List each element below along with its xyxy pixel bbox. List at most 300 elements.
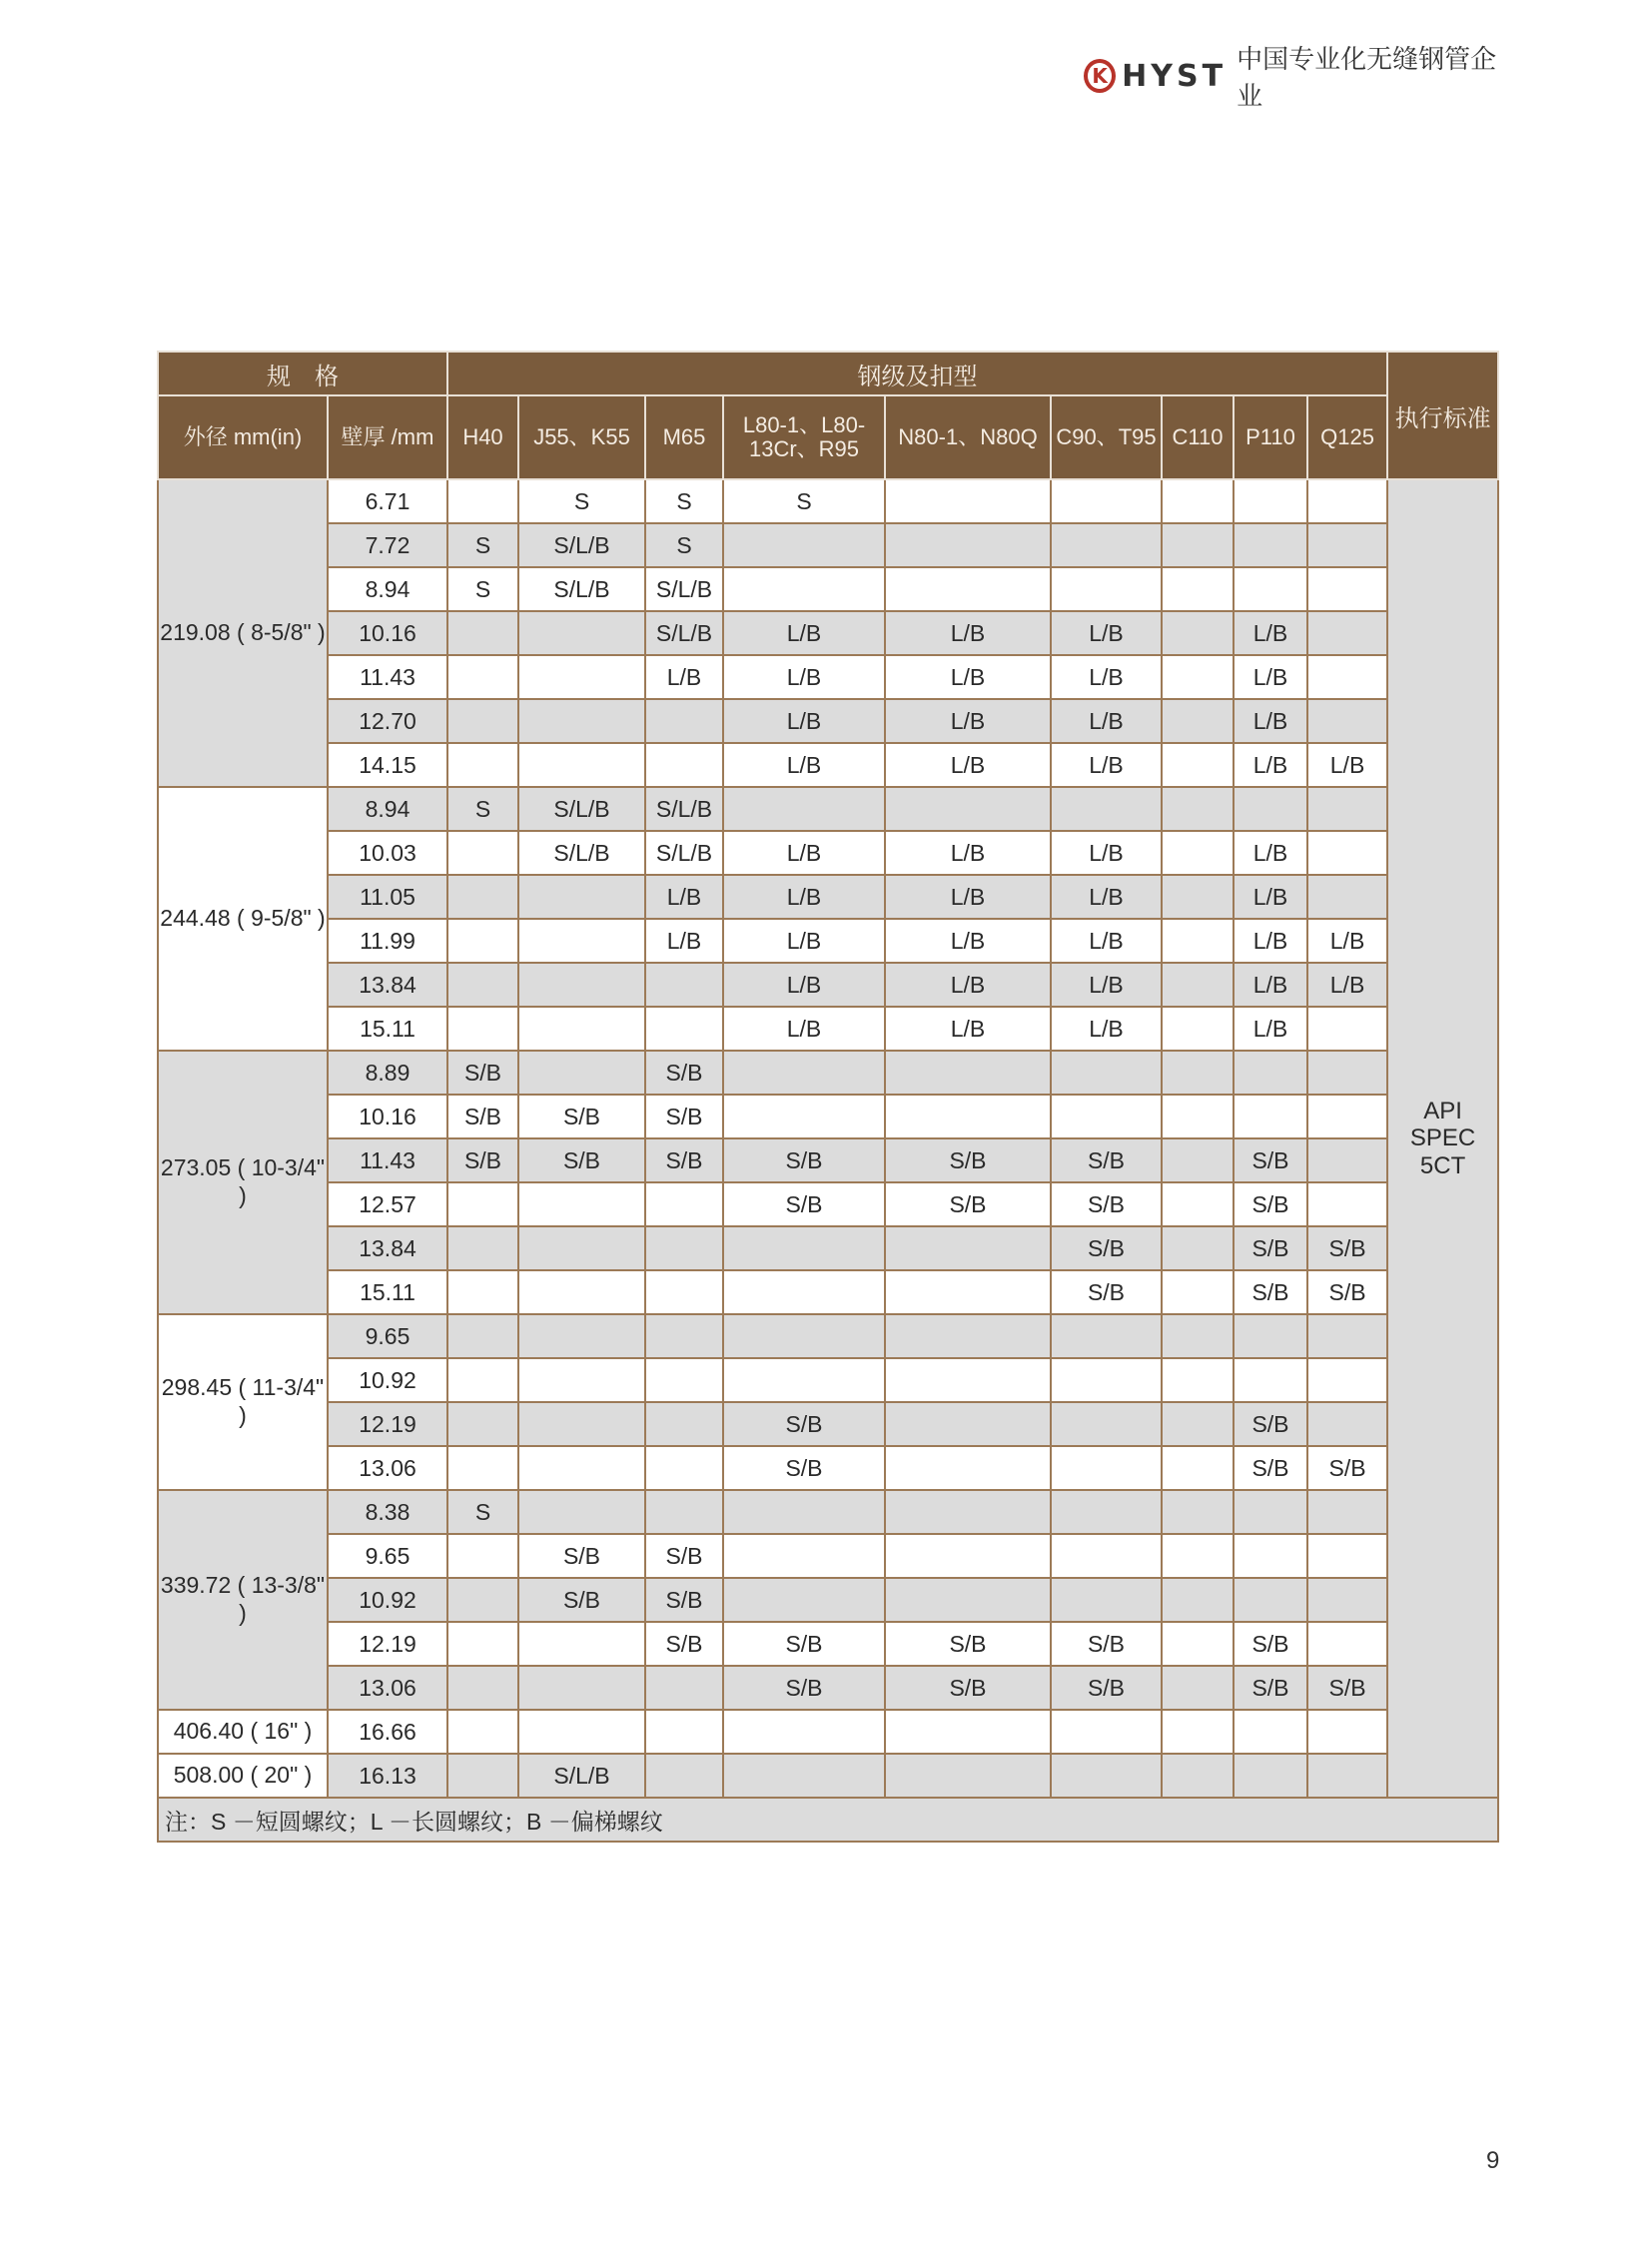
thread-type-cell	[1234, 567, 1307, 611]
thread-type-cell	[1307, 1754, 1387, 1798]
thread-type-cell: S/L/B	[518, 523, 645, 567]
thread-type-cell	[885, 1314, 1051, 1358]
thread-type-cell	[645, 1314, 723, 1358]
wall-thickness-cell: 10.03	[328, 831, 447, 875]
thread-type-cell: S/B	[518, 1095, 645, 1138]
thread-type-cell: S	[447, 787, 518, 831]
thread-type-cell: S/B	[518, 1138, 645, 1182]
header-standard: 执行标准	[1387, 352, 1498, 479]
wall-thickness-cell: 8.94	[328, 567, 447, 611]
thread-type-cell	[1307, 611, 1387, 655]
thread-type-cell: L/B	[1051, 919, 1162, 963]
thread-type-cell	[645, 1270, 723, 1314]
table-row	[158, 743, 1498, 787]
thread-type-cell: S/B	[447, 1138, 518, 1182]
thread-type-cell: S/B	[1234, 1270, 1307, 1314]
wall-thickness-cell: 9.65	[328, 1534, 447, 1578]
thread-type-cell	[645, 1710, 723, 1754]
thread-type-cell: L/B	[645, 875, 723, 919]
thread-type-cell	[518, 655, 645, 699]
thread-type-cell	[885, 1754, 1051, 1798]
table-row	[158, 523, 1498, 567]
thread-type-cell: S	[645, 479, 723, 523]
thread-type-cell: L/B	[1307, 963, 1387, 1007]
thread-type-cell	[518, 1314, 645, 1358]
thread-type-cell: L/B	[1051, 699, 1162, 743]
thread-type-cell	[1234, 1358, 1307, 1402]
thread-type-cell	[1051, 1490, 1162, 1534]
thread-type-cell	[723, 1578, 885, 1622]
table-row	[158, 1490, 1498, 1534]
thread-type-cell	[1162, 963, 1234, 1007]
thread-type-cell	[645, 1754, 723, 1798]
thread-type-cell	[518, 1270, 645, 1314]
thread-type-cell	[885, 479, 1051, 523]
thread-type-cell	[1162, 919, 1234, 963]
thread-type-cell	[723, 1490, 885, 1534]
wall-thickness-cell: 6.71	[328, 479, 447, 523]
thread-type-cell	[1234, 1095, 1307, 1138]
thread-type-cell	[1162, 743, 1234, 787]
thread-type-cell	[1051, 1051, 1162, 1095]
thread-type-cell	[1234, 1534, 1307, 1578]
thread-type-cell	[1162, 1534, 1234, 1578]
header-grade-col: H40	[447, 395, 518, 479]
thread-type-cell	[723, 1754, 885, 1798]
thread-type-cell: L/B	[1051, 963, 1162, 1007]
thread-type-cell	[1307, 1007, 1387, 1051]
thread-type-cell	[518, 1402, 645, 1446]
table-row	[158, 1534, 1498, 1578]
thread-type-cell: L/B	[1051, 831, 1162, 875]
thread-type-cell	[1162, 1358, 1234, 1402]
thread-type-cell: S/B	[645, 1051, 723, 1095]
thread-type-cell: L/B	[1234, 919, 1307, 963]
wall-thickness-cell: 8.38	[328, 1490, 447, 1534]
thread-type-cell: S/B	[1051, 1270, 1162, 1314]
thread-type-cell	[447, 699, 518, 743]
thread-type-cell: S	[518, 479, 645, 523]
thread-type-cell	[885, 1578, 1051, 1622]
thread-type-cell: S/L/B	[645, 787, 723, 831]
table-row	[158, 655, 1498, 699]
wall-thickness-cell: 8.94	[328, 787, 447, 831]
thread-type-cell	[447, 1270, 518, 1314]
thread-type-cell	[885, 1490, 1051, 1534]
thread-type-cell	[447, 831, 518, 875]
thread-type-cell	[645, 1358, 723, 1402]
brand-name: HYST	[1122, 58, 1228, 94]
thread-type-cell	[447, 1710, 518, 1754]
outer-diameter-cell: 273.05 ( 10-3/4" )	[158, 1051, 328, 1314]
thread-type-cell	[645, 699, 723, 743]
thread-type-cell	[518, 875, 645, 919]
thread-type-cell: S	[723, 479, 885, 523]
wall-thickness-cell: 11.99	[328, 919, 447, 963]
thread-type-cell: S/B	[1051, 1138, 1162, 1182]
thread-type-cell	[447, 1182, 518, 1226]
thread-type-cell	[1051, 567, 1162, 611]
thread-type-cell	[518, 1666, 645, 1710]
thread-type-cell: L/B	[885, 699, 1051, 743]
header-spec: 规 格	[158, 352, 447, 395]
thread-type-cell	[1162, 1138, 1234, 1182]
thread-type-cell: S/B	[447, 1095, 518, 1138]
thread-type-cell: L/B	[885, 1007, 1051, 1051]
thread-type-cell	[1162, 611, 1234, 655]
thread-type-cell: L/B	[723, 963, 885, 1007]
thread-type-cell	[723, 1314, 885, 1358]
thread-type-cell: L/B	[723, 875, 885, 919]
thread-type-cell	[1307, 1138, 1387, 1182]
thread-type-cell	[518, 1358, 645, 1402]
table-row	[158, 1446, 1498, 1490]
thread-type-cell	[645, 1666, 723, 1710]
thread-type-cell	[1162, 1710, 1234, 1754]
header-grade-col: P110	[1234, 395, 1307, 479]
thread-type-cell	[885, 1402, 1051, 1446]
thread-type-cell: L/B	[1234, 743, 1307, 787]
thread-type-cell	[723, 1095, 885, 1138]
thread-type-cell: S/B	[885, 1138, 1051, 1182]
header-grade-col: J55、K55	[518, 395, 645, 479]
thread-type-cell	[1162, 1095, 1234, 1138]
thread-type-cell	[1234, 479, 1307, 523]
thread-type-cell	[1307, 1578, 1387, 1622]
thread-type-cell	[1307, 479, 1387, 523]
thread-type-cell	[518, 1710, 645, 1754]
thread-type-cell	[1307, 875, 1387, 919]
thread-type-cell	[1307, 787, 1387, 831]
thread-type-cell: L/B	[723, 743, 885, 787]
thread-type-cell	[1051, 479, 1162, 523]
thread-type-cell	[447, 1578, 518, 1622]
thread-type-cell	[645, 743, 723, 787]
thread-type-cell: S/B	[885, 1666, 1051, 1710]
thread-type-cell	[447, 1446, 518, 1490]
thread-type-cell: L/B	[723, 831, 885, 875]
thread-type-cell	[723, 1358, 885, 1402]
thread-type-cell	[518, 919, 645, 963]
thread-type-cell	[1162, 875, 1234, 919]
table-row	[158, 1270, 1498, 1314]
thread-type-cell: S	[447, 567, 518, 611]
thread-type-cell: L/B	[723, 611, 885, 655]
thread-type-cell: S/B	[645, 1578, 723, 1622]
thread-type-cell	[885, 523, 1051, 567]
thread-type-cell: S/B	[1234, 1622, 1307, 1666]
outer-diameter-cell: 244.48 ( 9-5/8" )	[158, 787, 328, 1051]
thread-type-cell: S/B	[1234, 1182, 1307, 1226]
thread-type-cell: S/B	[447, 1051, 518, 1095]
table-row	[158, 1182, 1498, 1226]
wall-thickness-cell: 16.66	[328, 1710, 447, 1754]
header-grade: 钢级及扣型	[447, 352, 1387, 395]
thread-type-cell: L/B	[723, 699, 885, 743]
thread-type-cell	[1307, 523, 1387, 567]
thread-type-cell: S/B	[1051, 1622, 1162, 1666]
thread-type-cell: L/B	[1051, 743, 1162, 787]
thread-type-cell	[1162, 1051, 1234, 1095]
thread-type-cell	[1162, 1270, 1234, 1314]
thread-type-cell	[1234, 1314, 1307, 1358]
thread-type-cell	[1307, 831, 1387, 875]
thread-type-cell	[447, 1402, 518, 1446]
thread-type-cell	[447, 611, 518, 655]
thread-type-cell	[447, 875, 518, 919]
table-row	[158, 1754, 1498, 1798]
wall-thickness-cell: 10.92	[328, 1358, 447, 1402]
thread-type-cell: S/B	[645, 1095, 723, 1138]
thread-type-cell: L/B	[1307, 743, 1387, 787]
thread-type-cell: S/B	[723, 1402, 885, 1446]
thread-type-cell: L/B	[885, 831, 1051, 875]
thread-type-cell: S/B	[518, 1534, 645, 1578]
thread-type-cell: L/B	[1051, 1007, 1162, 1051]
wall-thickness-cell: 11.43	[328, 1138, 447, 1182]
thread-type-cell	[447, 963, 518, 1007]
wall-thickness-cell: 9.65	[328, 1314, 447, 1358]
thread-type-cell	[1307, 1402, 1387, 1446]
thread-type-cell: S/B	[1234, 1138, 1307, 1182]
thread-type-cell	[1162, 1007, 1234, 1051]
thread-type-cell	[1307, 1622, 1387, 1666]
note-row	[158, 1798, 1498, 1842]
thread-type-cell	[447, 1358, 518, 1402]
thread-type-cell	[1234, 1051, 1307, 1095]
table-row	[158, 1051, 1498, 1095]
table-row	[158, 1622, 1498, 1666]
thread-type-cell: S/B	[723, 1622, 885, 1666]
thread-type-cell	[447, 1007, 518, 1051]
thread-type-cell	[1162, 523, 1234, 567]
thread-type-cell: S/B	[1307, 1666, 1387, 1710]
table-row	[158, 875, 1498, 919]
thread-type-cell: S/B	[1234, 1226, 1307, 1270]
table-row	[158, 479, 1498, 523]
header-grade-col: M65	[645, 395, 723, 479]
thread-type-cell	[1051, 1095, 1162, 1138]
thread-type-cell	[1051, 1578, 1162, 1622]
thread-type-cell: L/B	[723, 655, 885, 699]
thread-type-cell	[447, 1622, 518, 1666]
thread-type-cell	[885, 1270, 1051, 1314]
thread-type-cell: L/B	[723, 1007, 885, 1051]
header-grade-col: C90、T95	[1051, 395, 1162, 479]
thread-type-cell	[723, 567, 885, 611]
thread-type-cell	[447, 479, 518, 523]
thread-type-cell	[723, 1051, 885, 1095]
thread-type-cell	[1162, 1446, 1234, 1490]
thread-type-cell: S/B	[645, 1534, 723, 1578]
thread-type-cell	[1234, 523, 1307, 567]
thread-type-cell: S/B	[518, 1578, 645, 1622]
wall-thickness-cell: 12.19	[328, 1622, 447, 1666]
table-row	[158, 919, 1498, 963]
thread-type-cell: L/B	[1234, 875, 1307, 919]
thread-type-cell	[447, 1534, 518, 1578]
header-grade-col: L80-1、L80-13Cr、R95	[723, 395, 885, 479]
wall-thickness-cell: 11.05	[328, 875, 447, 919]
thread-type-cell: L/B	[885, 963, 1051, 1007]
header-grade-col: Q125	[1307, 395, 1387, 479]
standard-cell: API SPEC 5CT	[1387, 479, 1498, 1798]
thread-type-cell	[1051, 1314, 1162, 1358]
thread-type-cell	[885, 1446, 1051, 1490]
thread-type-cell: S/B	[1234, 1446, 1307, 1490]
thread-type-cell	[447, 1314, 518, 1358]
outer-diameter-cell: 508.00 ( 20" )	[158, 1754, 328, 1798]
thread-type-cell: S	[447, 1490, 518, 1534]
thread-type-cell	[723, 1270, 885, 1314]
thread-type-cell	[1162, 831, 1234, 875]
thread-type-cell: S/B	[645, 1138, 723, 1182]
thread-type-cell	[645, 1402, 723, 1446]
thread-type-cell	[645, 963, 723, 1007]
header-grade-col: N80-1、N80Q	[885, 395, 1051, 479]
table-row	[158, 787, 1498, 831]
thread-type-cell	[645, 1226, 723, 1270]
table-row	[158, 1226, 1498, 1270]
thread-type-cell: L/B	[885, 875, 1051, 919]
thread-type-cell	[1234, 1578, 1307, 1622]
thread-type-cell	[518, 743, 645, 787]
outer-diameter-cell: 298.45 ( 11-3/4" )	[158, 1314, 328, 1490]
thread-type-cell	[885, 1095, 1051, 1138]
wall-thickness-cell: 12.57	[328, 1182, 447, 1226]
thread-type-cell: S/L/B	[645, 831, 723, 875]
thread-type-cell	[885, 787, 1051, 831]
thread-type-cell: S/B	[1051, 1666, 1162, 1710]
thread-type-cell: L/B	[645, 919, 723, 963]
thread-type-cell	[1307, 1051, 1387, 1095]
thread-type-cell	[645, 1490, 723, 1534]
thread-type-cell	[1162, 1578, 1234, 1622]
thread-type-cell: S/L/B	[645, 611, 723, 655]
thread-type-cell	[518, 1007, 645, 1051]
table-row	[158, 699, 1498, 743]
thread-type-cell	[885, 1710, 1051, 1754]
thread-type-cell	[518, 1051, 645, 1095]
thread-type-cell: L/B	[1234, 963, 1307, 1007]
thread-type-cell	[723, 787, 885, 831]
table-row	[158, 1138, 1498, 1182]
thread-type-cell	[645, 1182, 723, 1226]
thread-type-cell: S/B	[723, 1446, 885, 1490]
thread-type-cell: L/B	[1234, 1007, 1307, 1051]
thread-type-cell: S/B	[723, 1138, 885, 1182]
wall-thickness-cell: 13.84	[328, 963, 447, 1007]
table-row	[158, 1007, 1498, 1051]
thread-type-cell: S/L/B	[518, 1754, 645, 1798]
table-row	[158, 611, 1498, 655]
thread-type-cell	[1307, 1358, 1387, 1402]
thread-type-cell	[1051, 1534, 1162, 1578]
thread-type-cell: S/B	[645, 1622, 723, 1666]
outer-diameter-cell: 219.08 ( 8-5/8" )	[158, 479, 328, 787]
thread-type-cell: S/B	[1051, 1226, 1162, 1270]
thread-type-cell	[1307, 1710, 1387, 1754]
thread-type-cell	[1307, 1095, 1387, 1138]
thread-type-cell	[1162, 1314, 1234, 1358]
casing-spec-table	[157, 351, 1499, 1843]
wall-thickness-cell: 15.11	[328, 1270, 447, 1314]
thread-type-cell: L/B	[1051, 875, 1162, 919]
wall-thickness-cell: 13.84	[328, 1226, 447, 1270]
thread-type-cell	[1162, 787, 1234, 831]
thread-type-cell	[447, 1754, 518, 1798]
thread-legend-note: 注：S －短圆螺纹；L －长圆螺纹；B －偏梯螺纹	[158, 1798, 1498, 1842]
table-row	[158, 1095, 1498, 1138]
thread-type-cell	[723, 1534, 885, 1578]
thread-type-cell: L/B	[1307, 919, 1387, 963]
thread-type-cell	[885, 1534, 1051, 1578]
thread-type-cell: S	[447, 523, 518, 567]
thread-type-cell	[1234, 1710, 1307, 1754]
thread-type-cell	[1051, 1358, 1162, 1402]
thread-type-cell	[518, 963, 645, 1007]
thread-type-cell	[885, 1051, 1051, 1095]
thread-type-cell: S/B	[723, 1182, 885, 1226]
thread-type-cell: L/B	[1234, 655, 1307, 699]
thread-type-cell	[518, 611, 645, 655]
table-row	[158, 1314, 1498, 1358]
wall-thickness-cell: 8.89	[328, 1051, 447, 1095]
brand-logo-icon: K	[1084, 59, 1116, 93]
thread-type-cell	[723, 1710, 885, 1754]
wall-thickness-cell: 16.13	[328, 1754, 447, 1798]
thread-type-cell	[1051, 787, 1162, 831]
wall-thickness-cell: 10.16	[328, 611, 447, 655]
header-od: 外径 mm(in)	[158, 395, 328, 479]
thread-type-cell: S/B	[885, 1182, 1051, 1226]
header-wt: 壁厚 /mm	[328, 395, 447, 479]
table-row	[158, 1666, 1498, 1710]
thread-type-cell	[1234, 1754, 1307, 1798]
wall-thickness-cell: 12.70	[328, 699, 447, 743]
wall-thickness-cell: 11.43	[328, 655, 447, 699]
thread-type-cell: S/B	[1307, 1270, 1387, 1314]
thread-type-cell	[518, 699, 645, 743]
thread-type-cell: L/B	[645, 655, 723, 699]
thread-type-cell	[447, 655, 518, 699]
wall-thickness-cell: 7.72	[328, 523, 447, 567]
thread-type-cell	[1162, 655, 1234, 699]
thread-type-cell	[1162, 699, 1234, 743]
thread-type-cell	[1051, 523, 1162, 567]
thread-type-cell: L/B	[885, 919, 1051, 963]
thread-type-cell	[447, 1666, 518, 1710]
thread-type-cell: S/B	[1234, 1666, 1307, 1710]
wall-thickness-cell: 13.06	[328, 1666, 447, 1710]
thread-type-cell	[723, 1226, 885, 1270]
table-row	[158, 1358, 1498, 1402]
thread-type-cell	[1162, 567, 1234, 611]
page-number: 9	[1486, 2147, 1500, 2174]
thread-type-cell: S/B	[1307, 1446, 1387, 1490]
page-header	[1084, 45, 1502, 112]
thread-type-cell: L/B	[1234, 611, 1307, 655]
thread-type-cell: S	[645, 523, 723, 567]
thread-type-cell	[1307, 699, 1387, 743]
wall-thickness-cell: 14.15	[328, 743, 447, 787]
thread-type-cell	[447, 1226, 518, 1270]
thread-type-cell	[1162, 1226, 1234, 1270]
thread-type-cell: S/L/B	[518, 787, 645, 831]
thread-type-cell: S/L/B	[518, 567, 645, 611]
thread-type-cell	[1162, 1490, 1234, 1534]
thread-type-cell	[447, 743, 518, 787]
